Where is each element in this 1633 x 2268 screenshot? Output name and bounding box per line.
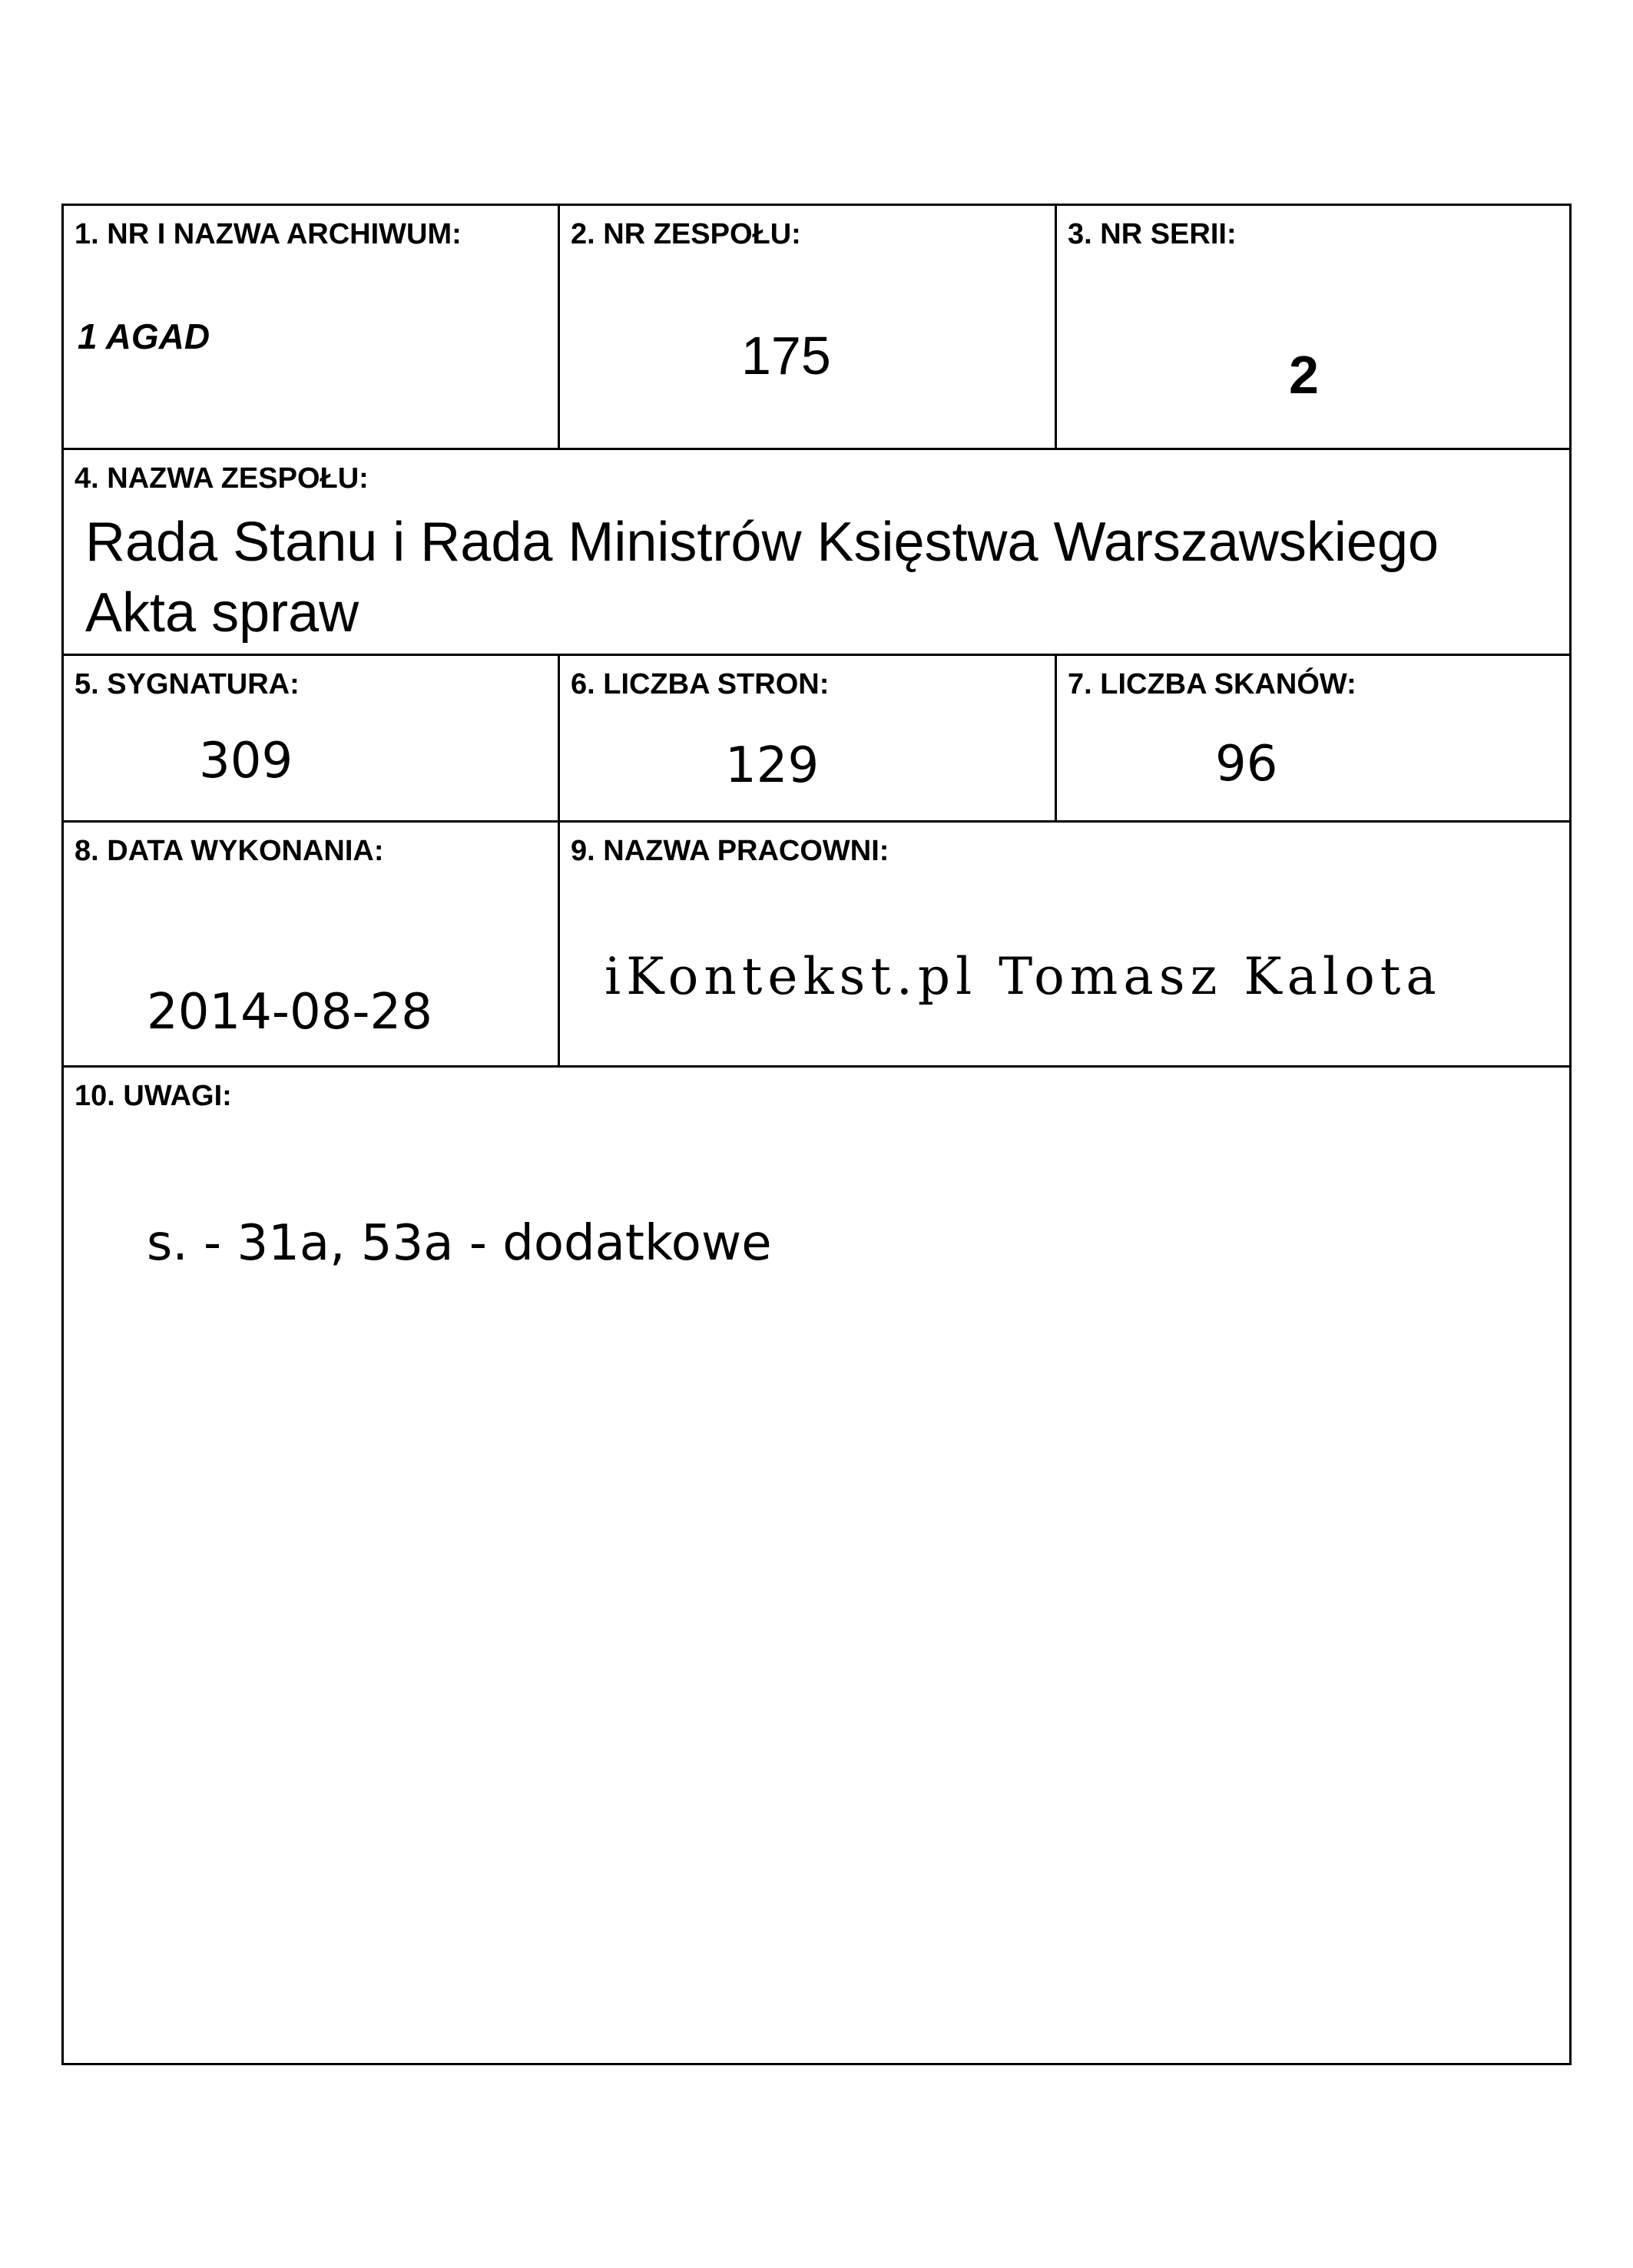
zespol-name-cell bbox=[64, 450, 1569, 654]
notes-value: s. - 31a, 53a - dodatkowe bbox=[147, 1215, 772, 1272]
sygnatura-cell bbox=[64, 656, 558, 820]
archive-label: 1. NR I NAZWA ARCHIWUM: bbox=[75, 218, 462, 250]
page-count-cell bbox=[560, 656, 1055, 820]
seria-number-cell bbox=[1057, 206, 1569, 448]
workshop-label: 9. NAZWA PRACOWNI: bbox=[571, 835, 889, 867]
date-value: 2014-08-28 bbox=[147, 984, 432, 1041]
archive-value: 1 AGAD bbox=[78, 316, 210, 356]
date-cell bbox=[64, 823, 558, 1065]
scan-count-label: 7. LICZBA SKANÓW: bbox=[1068, 668, 1356, 700]
notes-label: 10. UWAGI: bbox=[75, 1080, 232, 1112]
notes-cell bbox=[64, 1068, 1569, 2063]
page-count-value: 129 bbox=[725, 737, 820, 794]
metric-card bbox=[61, 204, 1572, 2065]
workshop-cell bbox=[560, 823, 1569, 1065]
zespol-number-value: 175 bbox=[741, 326, 831, 386]
page-count-label: 6. LICZBA STRON: bbox=[571, 668, 830, 700]
workshop-value: iKontekst.pl Tomasz Kalota bbox=[605, 947, 1442, 1006]
archive-cell bbox=[64, 206, 558, 448]
zespol-name-value bbox=[85, 507, 1439, 648]
scan-count-value: 96 bbox=[1215, 736, 1278, 793]
sygnatura-value: 309 bbox=[199, 733, 293, 790]
sygnatura-label: 5. SYGNATURA: bbox=[75, 668, 300, 700]
zespol-number-label: 2. NR ZESPOŁU: bbox=[571, 218, 801, 250]
date-label: 8. DATA WYKONANIA: bbox=[75, 835, 384, 867]
seria-number-value: 2 bbox=[1289, 345, 1319, 405]
zespol-number-cell bbox=[560, 206, 1055, 448]
seria-number-label: 3. NR SERII: bbox=[1068, 218, 1237, 250]
zespol-name-line-2: Akta spraw bbox=[85, 582, 359, 644]
scan-count-cell bbox=[1057, 656, 1569, 820]
zespol-name-label: 4. NAZWA ZESPOŁU: bbox=[75, 462, 369, 495]
zespol-name-line-1: Rada Stanu i Rada Ministrów Księstwa Warszawskiego bbox=[85, 512, 1439, 573]
